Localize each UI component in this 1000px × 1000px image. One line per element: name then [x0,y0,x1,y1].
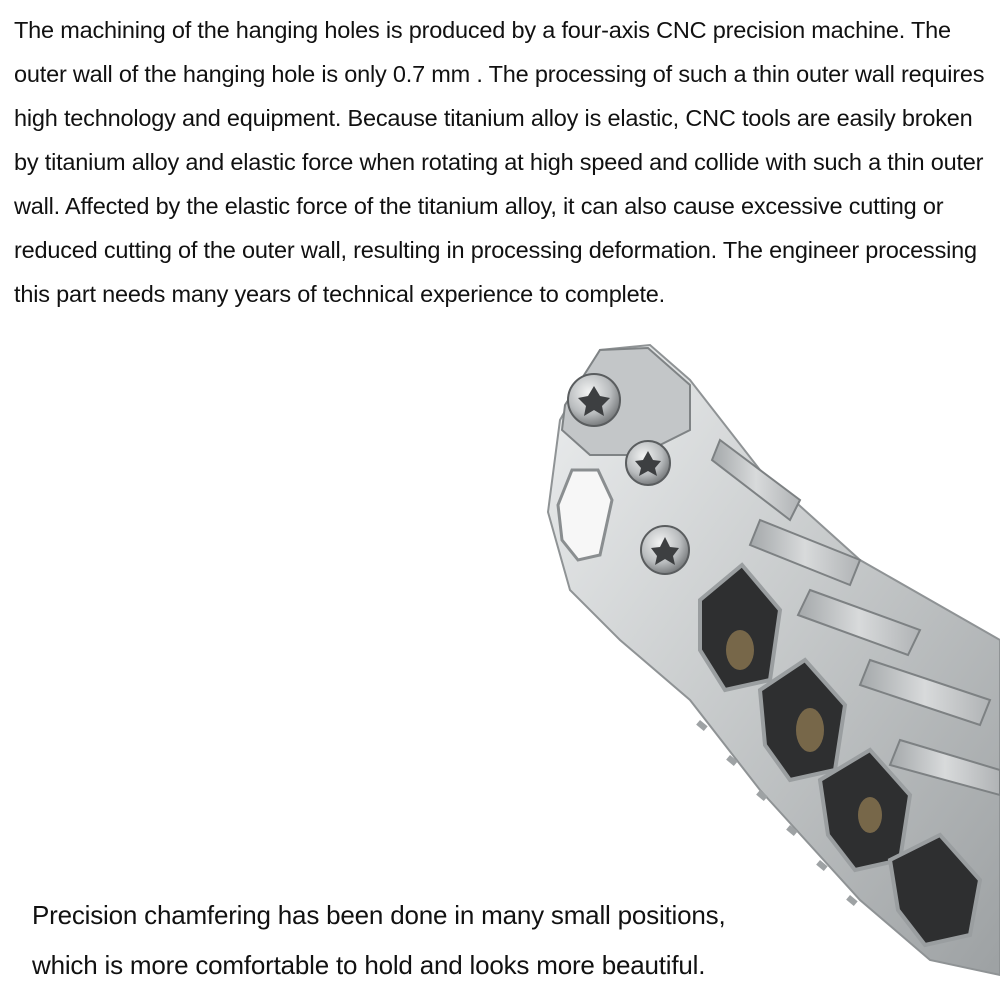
screw-top [568,374,620,426]
caption-line-1: Precision chamfering has been done in many small positions, [32,900,726,930]
chamfering-caption [32,890,932,990]
screw-lower [641,526,689,574]
screw-middle [626,441,670,485]
caption-line-2: which is more comfortable to hold and looks more beautiful. [32,950,706,980]
description-paragraph: The machining of the hanging holes is produced by a four-axis CNC precision machine. The outer wall of the hanging hole is only 0.7 mm . The processing of such a thin outer wall requires high technology and equipment. Because titanium alloy is elastic, CNC tools are easily broken by titanium alloy and elastic force when rotating at high speed and collide with such a thin outer wall. Affected by the elastic force of the titanium alloy, it can also cause excessive cutting or reduced cutting of the outer wall, resulting in processing deformation. The engineer processing this part needs many years of technical experience to complete. [14,17,985,307]
